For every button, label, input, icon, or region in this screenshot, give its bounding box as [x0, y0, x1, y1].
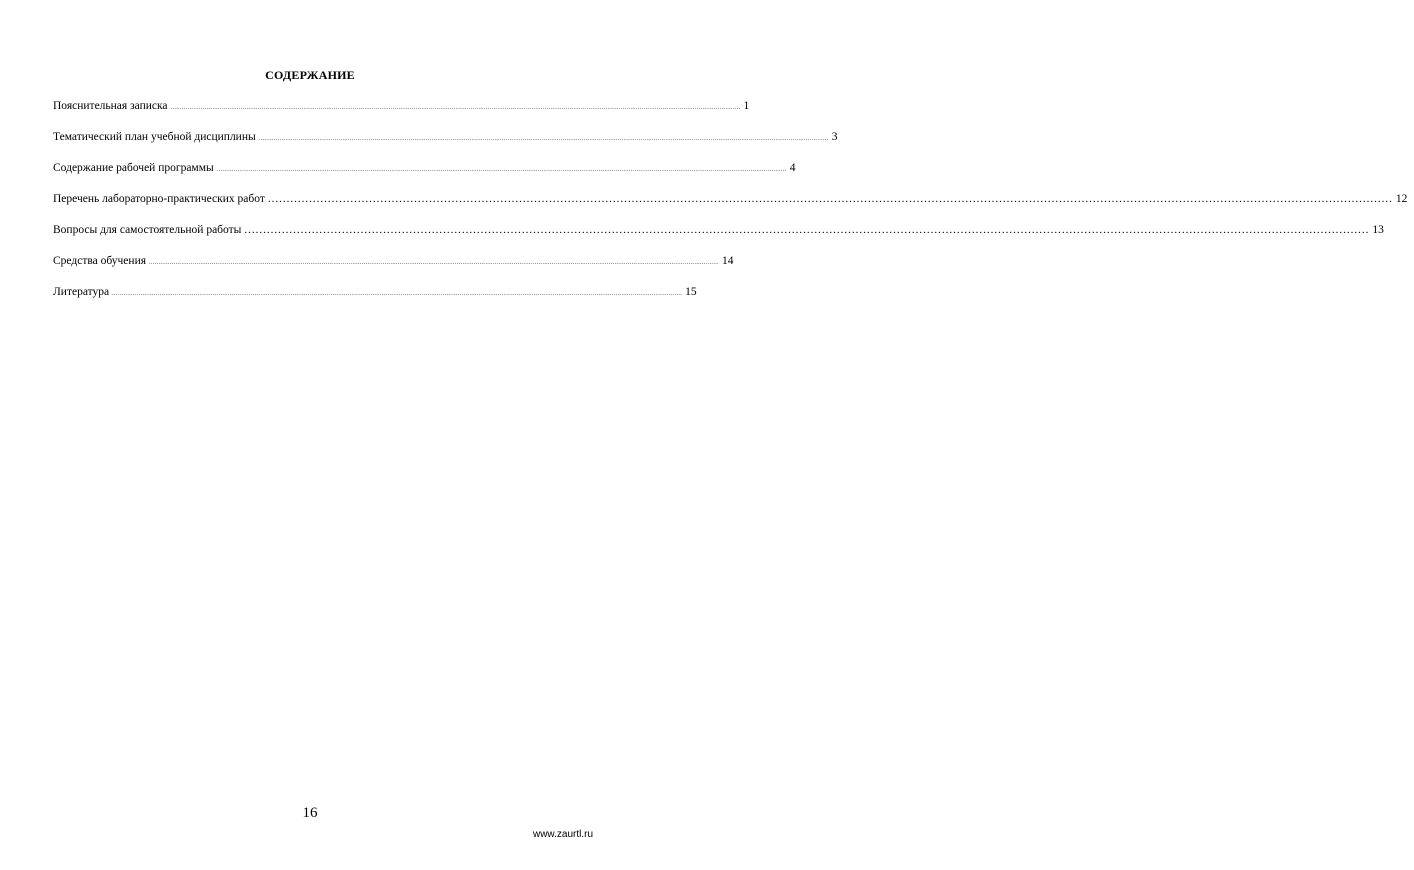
toc-entry [53, 100, 750, 131]
toc-entry [53, 193, 1408, 224]
toc-dot-leader: ............................................................................................................................................................................................................................................................................................................ [170, 105, 741, 111]
toc-entry-page: 1 [743, 100, 750, 112]
toc-entry-text: Тематический план учебной дисциплины [53, 131, 256, 143]
toc-dot-leader: ............................................................................................................................................................................................................................................................................................................ [112, 291, 683, 297]
toc-entry [53, 255, 734, 286]
toc-entry [53, 224, 1384, 255]
toc-title: СОДЕРЖАНИЕ [265, 68, 355, 82]
toc-entry-page: 14 [722, 255, 734, 267]
toc-dot-leader: ............................................................................................................................................................................................................................................................................................................ [216, 167, 787, 173]
toc-dot-leader: ............................................................................................................................................................................................................................................................................................................ [258, 136, 829, 142]
toc-entry-text: Содержание рабочей программы [53, 162, 214, 174]
toc-entry-text: Пояснительная записка [53, 100, 168, 112]
toc-entry-page: 13 [1372, 224, 1384, 236]
toc-entry [53, 162, 796, 193]
toc-entry-page: 4 [789, 162, 796, 174]
toc-dot-leader: ............................................................................................................................................................................................................................................................................................................ [267, 193, 1393, 205]
toc-entry-text: Вопросы для самостоятельной работы [53, 224, 242, 236]
toc-entry [53, 131, 838, 162]
toc-list [53, 100, 1408, 317]
toc-entry-page: 15 [685, 286, 697, 298]
toc-dot-leader: ............................................................................................................................................................................................................................................................................................................ [244, 224, 1370, 236]
toc-entry-text: Перечень лабораторно-практических работ [53, 193, 265, 205]
toc-entry-text: Средства обучения [53, 255, 147, 267]
toc-entry-page: 3 [831, 131, 838, 143]
toc-entry-page: 12 [1395, 193, 1408, 205]
toc-dot-leader: ............................................................................................................................................................................................................................................................................................................ [149, 260, 720, 266]
toc-entry [53, 286, 697, 317]
page-number: 16 [302, 805, 318, 821]
site-watermark: www.zaurtl.ru [532, 829, 593, 840]
toc-entry-text: Литература [53, 286, 110, 298]
